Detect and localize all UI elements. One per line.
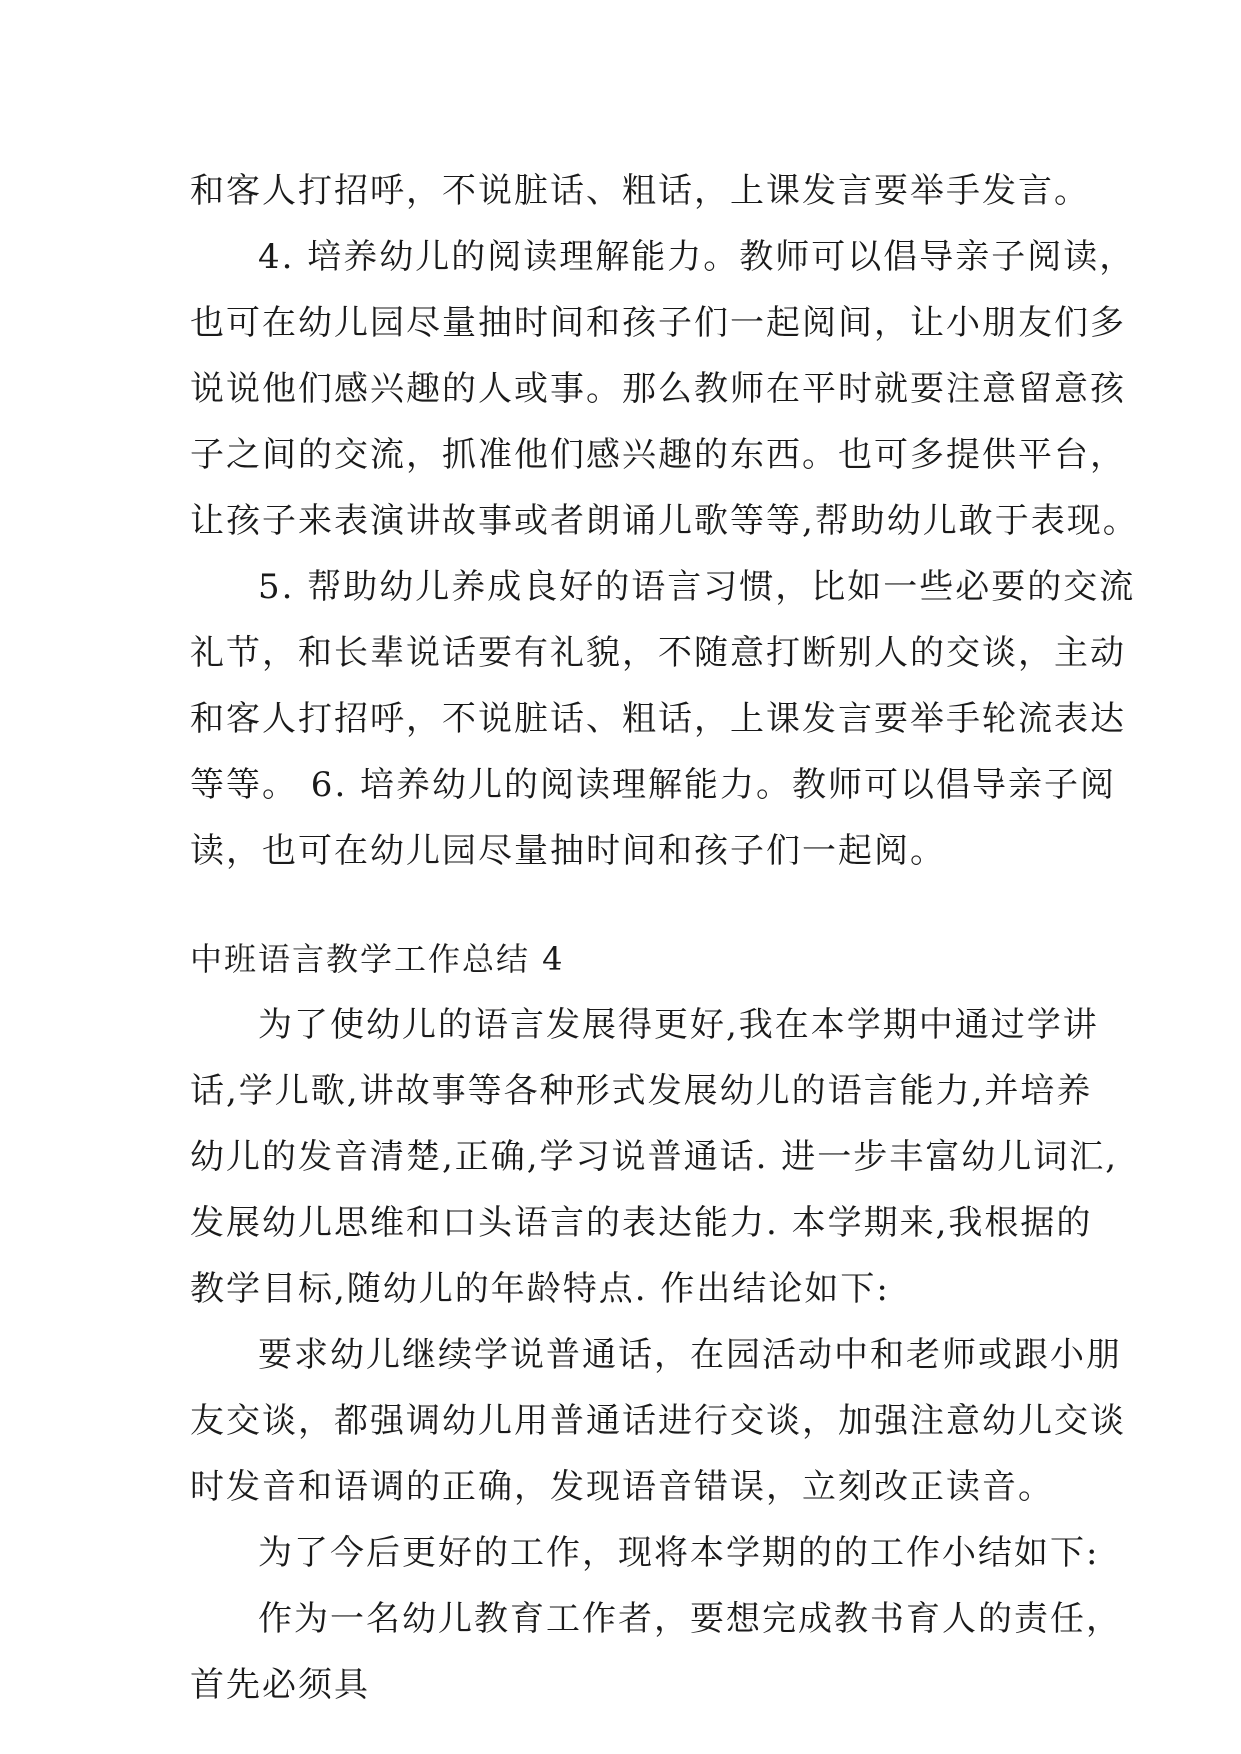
section-heading: 中班语言教学工作总结 4: [190, 940, 565, 978]
paragraph-block-2: [190, 992, 1126, 1718]
text-line: 为了使幼儿的语言发展得更好,我在本学期中通过学讲: [258, 1005, 1099, 1045]
text-line: 首先必须具: [190, 1665, 370, 1705]
text-line: 礼节，和长辈说话要有礼貌，不随意打断别人的交谈，主动: [190, 633, 1126, 673]
text-line: 教学目标,随幼儿的年龄特点. 作出结论如下:: [190, 1269, 890, 1309]
text-line: 和客人打招呼，不说脏话、粗话，上课发言要举手轮流表达: [190, 699, 1126, 739]
text-line: 友交谈，都强调幼儿用普通话进行交谈，加强注意幼儿交谈: [190, 1401, 1126, 1441]
text-line: 让孩子来表演讲故事或者朗诵儿歌等等,帮助幼儿敢于表现。: [190, 501, 1139, 541]
text-line: 发展幼儿思维和口头语言的表达能力. 本学期来,我根据的: [190, 1203, 1093, 1243]
text-line: 和客人打招呼，不说脏话、粗话，上课发言要举手发言。: [190, 171, 1090, 211]
text-line: 子之间的交流，抓准他们感兴趣的东西。也可多提供平台，: [190, 435, 1126, 475]
text-line: 读，也可在幼儿园尽量抽时间和孩子们一起阅。: [190, 831, 946, 871]
text-line: 说说他们感兴趣的人或事。那么教师在平时就要注意留意孩: [190, 369, 1126, 409]
text-line: 也可在幼儿园尽量抽时间和孩子们一起阅间，让小朋友们多: [190, 303, 1126, 343]
text-line: 为了今后更好的工作，现将本学期的的工作小结如下:: [258, 1533, 1100, 1573]
text-line: 幼儿的发音清楚,正确,学习说普通话. 进一步丰富幼儿词汇,: [190, 1137, 1119, 1177]
text-line: 要求幼儿继续学说普通话，在园活动中和老师或跟小朋: [258, 1335, 1122, 1375]
text-line: 话,学儿歌,讲故事等各种形式发展幼儿的语言能力,并培养: [190, 1071, 1093, 1111]
text-line: 5. 帮助幼儿养成良好的语言习惯，比如一些必要的交流: [258, 567, 1136, 607]
paragraph-block-1: [190, 158, 1139, 884]
text-line: 时发音和语调的正确，发现语音错误，立刻改正读音。: [190, 1467, 1054, 1507]
text-line: 4. 培养幼儿的阅读理解能力。教师可以倡导亲子阅读，: [258, 237, 1136, 277]
text-line: 作为一名幼儿教育工作者，要想完成教书育人的责任，: [258, 1599, 1122, 1639]
document-body: [190, 158, 1139, 1718]
text-line: 等等。 6. 培养幼儿的阅读理解能力。教师可以倡导亲子阅: [190, 765, 1117, 805]
